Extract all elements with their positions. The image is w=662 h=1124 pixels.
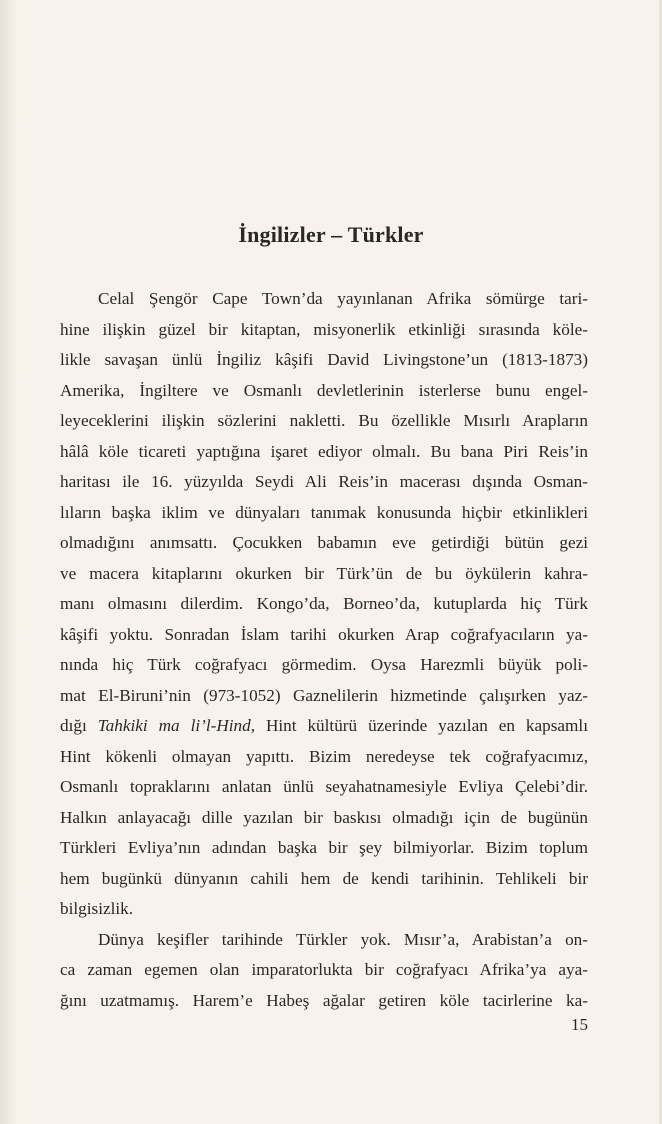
text-line: Halkın anlayacağı dille yazılan bir baskısı olmadığı için de bugünün [60,807,588,827]
text-line: bilgisizlik. [60,899,134,918]
text-line: hine ilişkin güzel bir kitaptan, misyonerlik etkinliği sırasında köle- [60,319,588,339]
text-line: Dünya keşifler tarihinde Türkler yok. Mısır’a, Arabistan’a on- [98,929,588,949]
text-line: Celal Şengör Cape Town’da yayınlanan Afrika sömürge tari- [98,289,588,308]
text-line: mat El-Biruni’nin (973-1052) Gaznelilerin hizmetinde çalışırken yaz- [60,685,588,705]
text-line: Hint kökenli olmayan yapıttı. Bizim neredeyse tek coğrafyacımız, [60,746,588,766]
text-line-with-italic-title: dığı Tahkiki ma li’l-Hind, Hint kültürü üzerinde yazılan en kapsamlı [60,716,588,735]
text-line: nında hiç Türk coğrafyacı görmedim. Oysa Harezmli büyük poli- [60,655,588,674]
text-line: kâşifi yoktu. Sonradan İslam tarihi okurken Arap coğrafyacıların ya- [60,624,588,644]
chapter-title: İngilizler – Türkler [238,222,424,247]
text-line: Amerika, İngiltere ve Osmanlı devletlerinin isterlerse bunu engel- [60,380,588,400]
text-line: likle savaşan ünlü İngiliz kâşifi David Livingstone’un (1813-1873) [60,350,588,369]
text-line: leyeceklerini ilişkin sözlerini nakletti. Bu özellikle Mısırlı Arapların [60,411,588,430]
page-gutter-shadow [0,0,18,1124]
text-line: ğını uzatmamış. Harem’e Habeş ağalar getiren köle tacirlerine ka- [60,990,588,1010]
book-title: Tahkiki ma li’l-Hind [97,716,251,735]
text-line: lıların başka iklim ve dünyaları tanımak konusunda hiçbir etkinlikleri [60,502,588,522]
text-line: ca zaman egemen olan imparatorlukta bir coğrafyacı Afrika’ya aya- [60,960,588,979]
text-line: olmadığını anımsattı. Çocukken babamın eve getirdiği bütün gezi [60,533,588,552]
text-line: haritası ile 16. yüzyılda Seydi Ali Reis’in macerası dışında Osman- [60,472,588,491]
text-line: ve macera kitaplarını okurken bir Türk’ün de bu öykülerin kahra- [60,563,588,583]
text-line: hâlâ köle ticareti yaptığına işaret ediyor olmalı. Bu bana Piri Reis’in [60,441,588,461]
page-number: 15 [571,1015,588,1034]
text-line: Osmanlı topraklarını anlatan ünlü seyahatnamesiyle Evliya Çelebi’dir. [60,777,588,796]
text-line: hem bugünkü dünyanın cahili hem de kendi tarihinin. Tehlikeli bir [60,868,588,888]
text-line: Türkleri Evliya’nın adından başka bir şey bilmiyorlar. Bizim toplum [60,838,588,857]
text-line: manı olmasını dilerdim. Kongo’da, Borneo’da, kutuplarda hiç Türk [60,594,588,613]
body-text [60,284,588,1016]
